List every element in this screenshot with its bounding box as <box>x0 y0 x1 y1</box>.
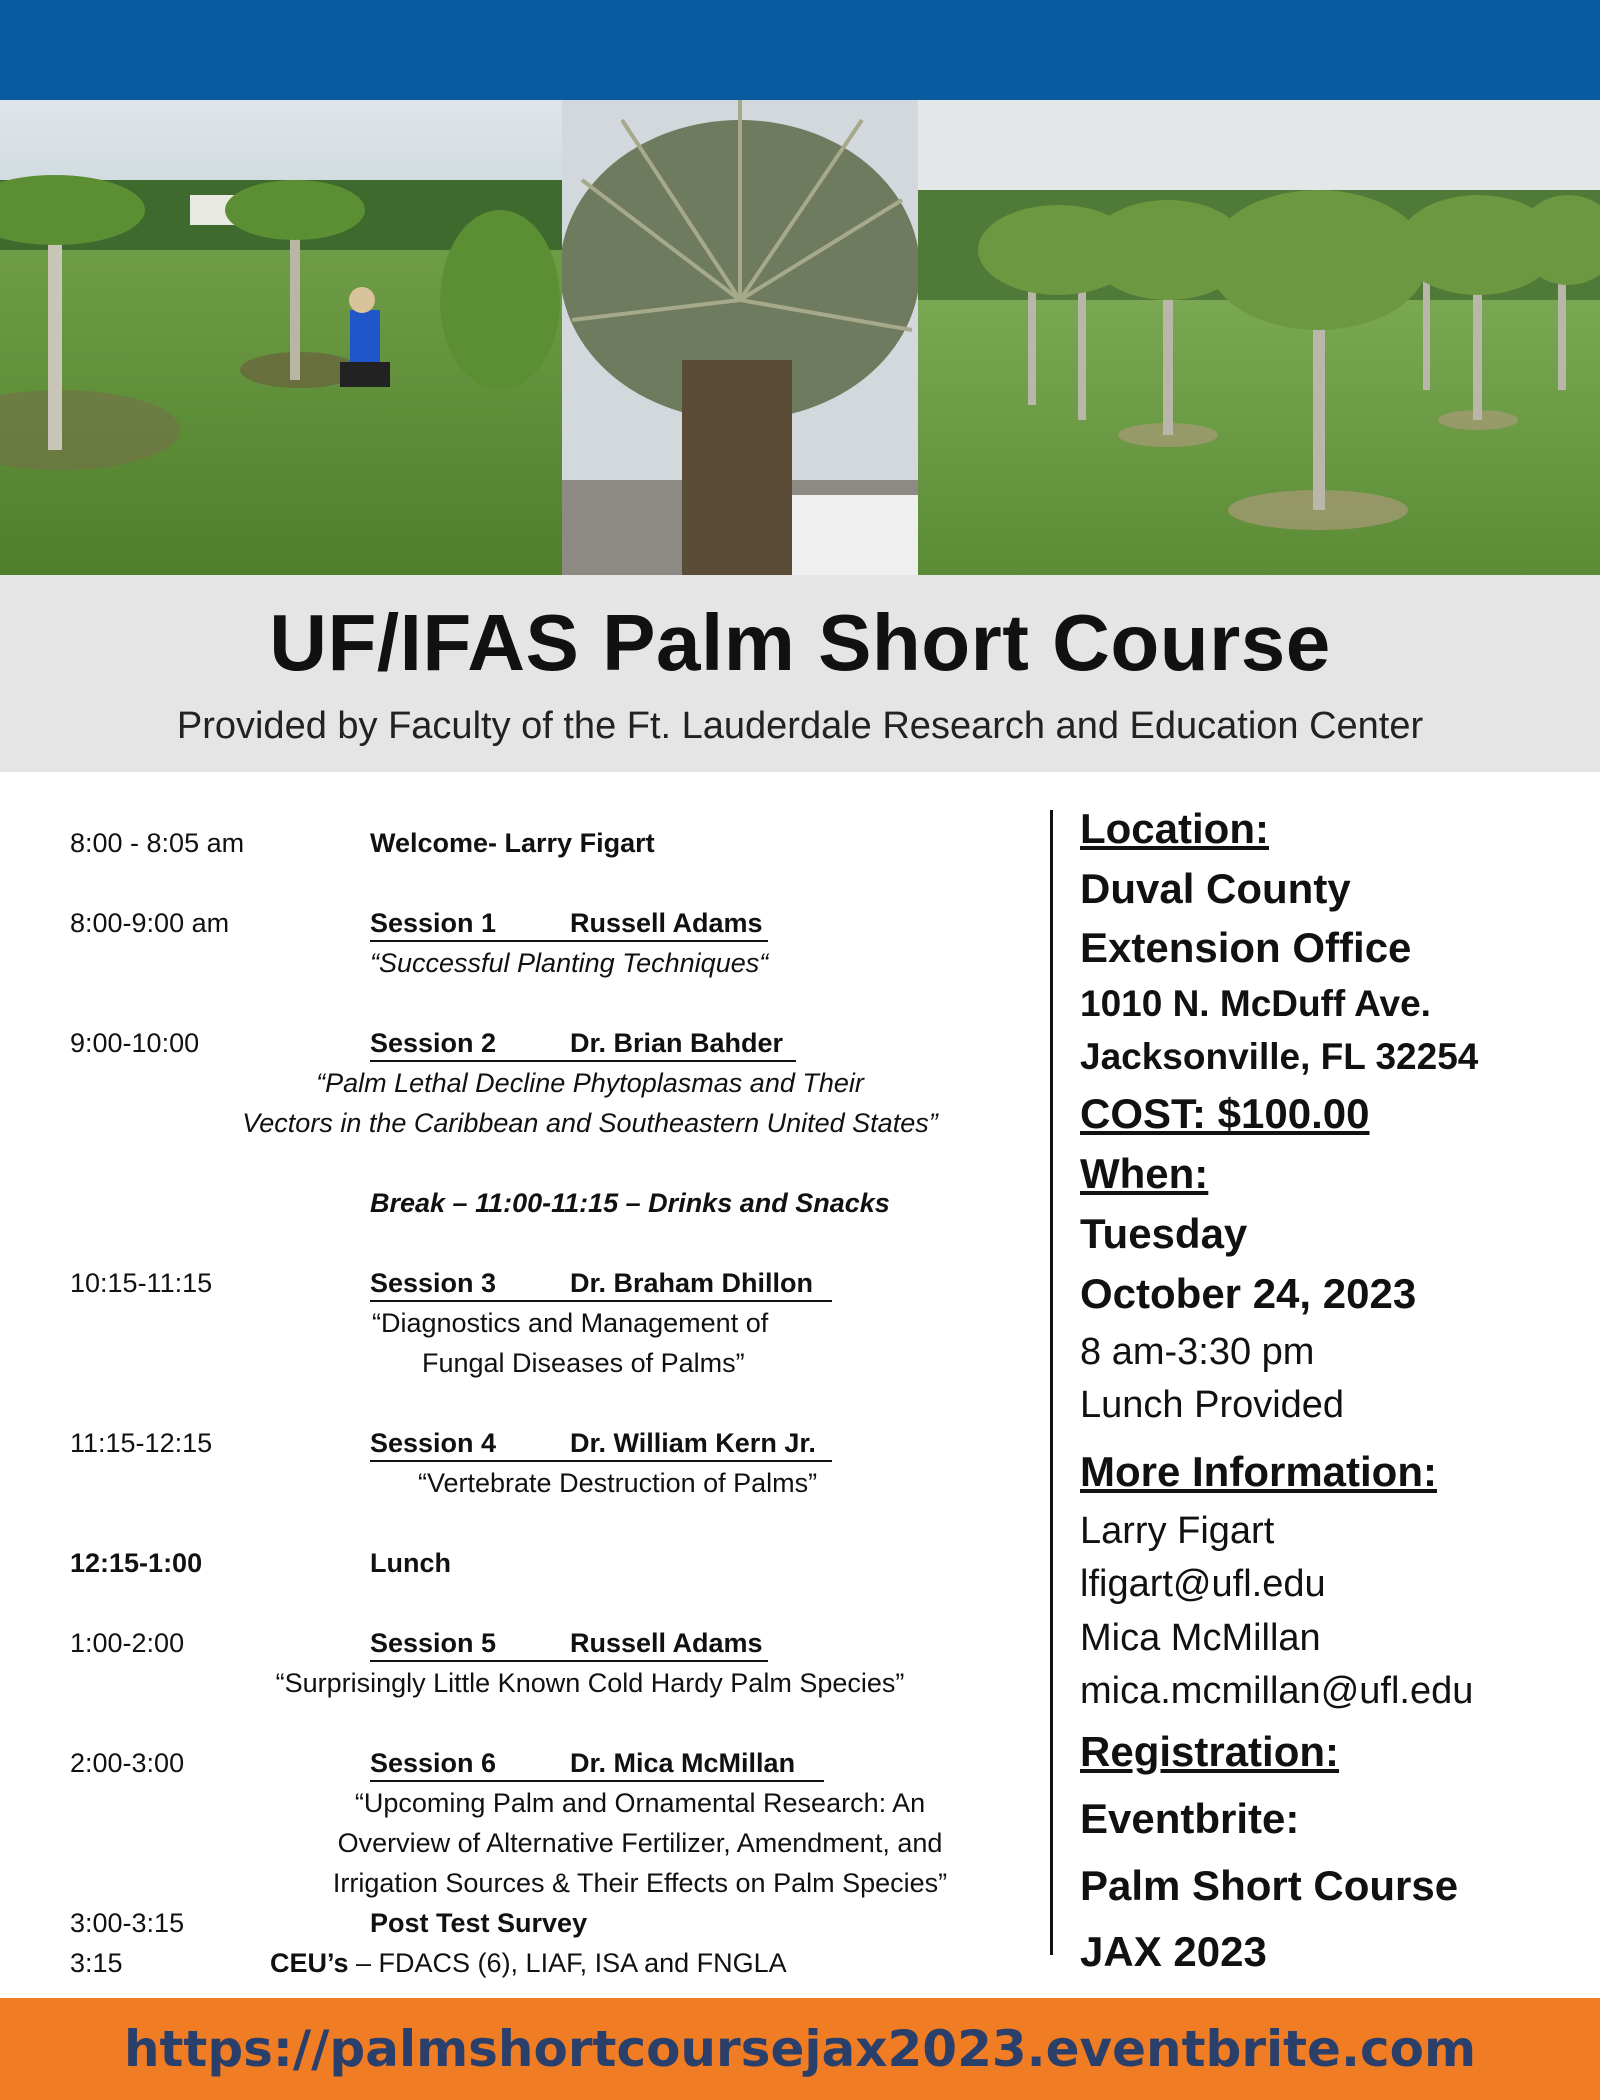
contact2-name: Mica McMillan <box>1080 1617 1321 1659</box>
footer-bar <box>0 1998 1600 2100</box>
photo-palm-row <box>918 100 1600 575</box>
session6-topic-line1: “Upcoming Palm and Ornamental Research: An <box>354 1788 926 1818</box>
title-band <box>0 575 1600 772</box>
photo-palm-crown <box>562 100 918 575</box>
ceu-text: – FDACS (6), LIAF, ISA and FNGLA <box>348 1948 787 1978</box>
vertical-divider <box>1050 810 1053 1955</box>
session5-speaker: Russell Adams <box>570 1628 763 1658</box>
session2-underline <box>370 1060 796 1062</box>
cost: COST: $100.00 <box>1080 1090 1370 1137</box>
address-line2: Jacksonville, FL 32254 <box>1080 1036 1479 1077</box>
session4-time: 11:15-12:15 <box>70 1428 213 1458</box>
session4-speaker: Dr. William Kern Jr. <box>570 1428 816 1458</box>
location-line2: Extension Office <box>1080 924 1412 971</box>
break-text: Break – 11:00-11:15 – Drinks and Snacks <box>370 1188 890 1218</box>
session4-label: Session 4 <box>370 1428 497 1458</box>
event-day: Tuesday <box>1080 1210 1248 1257</box>
when-heading: When: <box>1080 1150 1209 1197</box>
session6-speaker: Dr. Mica McMillan <box>570 1748 796 1778</box>
location-heading: Location: <box>1080 805 1269 852</box>
session3-topic-line2: Fungal Diseases of Palms” <box>422 1348 745 1378</box>
location-line1: Duval County <box>1080 865 1351 912</box>
session3-speaker: Dr. Braham Dhillon <box>570 1268 814 1298</box>
session6-topic-line3: Irrigation Sources & Their Effects on Palm Species” <box>332 1868 948 1898</box>
session2-speaker: Dr. Brian Bahder <box>570 1028 784 1058</box>
session1-underline <box>370 940 768 942</box>
session2-label: Session 2 <box>370 1028 497 1058</box>
session6-label: Session 6 <box>370 1748 497 1778</box>
event-date: October 24, 2023 <box>1080 1270 1417 1317</box>
page-subtitle: Provided by Faculty of the Ft. Lauderdale Research and Education Center <box>176 705 1424 747</box>
page-title: UF/IFAS Palm Short Course <box>269 598 1331 687</box>
session4-underline <box>370 1460 832 1462</box>
session1-topic: “Successful Planting Techniques“ <box>370 948 769 978</box>
session5-topic: “Surprisingly Little Known Cold Hardy Palm Species” <box>275 1668 905 1698</box>
session6-time: 2:00-3:00 <box>70 1748 185 1778</box>
event-hours: 8 am-3:30 pm <box>1080 1331 1315 1373</box>
session5-underline <box>370 1660 768 1662</box>
session2-topic-line2: Vectors in the Caribbean and Southeastern United States” <box>242 1108 938 1138</box>
session3-topic-line1: “Diagnostics and Management of <box>372 1308 769 1338</box>
session5-label: Session 5 <box>370 1628 497 1658</box>
session1-label: Session 1 <box>370 908 497 938</box>
session3-label: Session 3 <box>370 1268 497 1298</box>
contact2-email[interactable]: mica.mcmillan@ufl.edu <box>1080 1670 1474 1712</box>
post-test-time: 3:00-3:15 <box>70 1908 185 1938</box>
ceu-time: 3:15 <box>70 1948 123 1978</box>
session2-topic-line1: “Palm Lethal Decline Phytoplasmas and Their <box>316 1068 864 1098</box>
session4-topic: “Vertebrate Destruction of Palms” <box>418 1468 818 1498</box>
address-line1: 1010 N. McDuff Ave. <box>1080 983 1431 1024</box>
lunch-text: Lunch <box>370 1548 451 1578</box>
welcome-time: 8:00 - 8:05 am <box>70 828 245 858</box>
session2-time: 9:00-10:00 <box>70 1028 200 1058</box>
registration-line3: JAX 2023 <box>1080 1928 1267 1975</box>
registration-heading: Registration: <box>1080 1728 1340 1775</box>
session6-underline <box>370 1780 824 1782</box>
session1-time: 8:00-9:00 am <box>70 908 230 938</box>
registration-url-link[interactable]: https://palmshortcoursejax2023.eventbrite.com <box>123 2020 1477 2078</box>
registration-line2: Palm Short Course <box>1080 1862 1459 1909</box>
photo-palm-field-with-person <box>0 100 562 575</box>
photo-strip <box>0 100 1600 575</box>
contact1-name: Larry Figart <box>1080 1510 1275 1552</box>
session3-time: 10:15-11:15 <box>70 1268 213 1298</box>
session1-speaker: Russell Adams <box>570 908 763 938</box>
lunch-provided: Lunch Provided <box>1080 1384 1345 1426</box>
lunch-time: 12:15-1:00 <box>70 1548 203 1578</box>
session3-underline <box>370 1300 832 1302</box>
contact1-email[interactable]: lfigart@ufl.edu <box>1080 1563 1326 1605</box>
more-info-heading: More Information: <box>1080 1448 1437 1495</box>
post-test-text: Post Test Survey <box>370 1908 588 1938</box>
top-blue-bar <box>0 0 1600 100</box>
ceu-line <box>270 1948 787 1979</box>
session6-topic-line2: Overview of Alternative Fertilizer, Amendment, and <box>337 1828 943 1858</box>
welcome-text: Welcome- Larry Figart <box>370 828 655 858</box>
registration-line1: Eventbrite: <box>1080 1795 1300 1842</box>
ceu-label: CEU’s <box>270 1948 349 1978</box>
session5-time: 1:00-2:00 <box>70 1628 185 1658</box>
